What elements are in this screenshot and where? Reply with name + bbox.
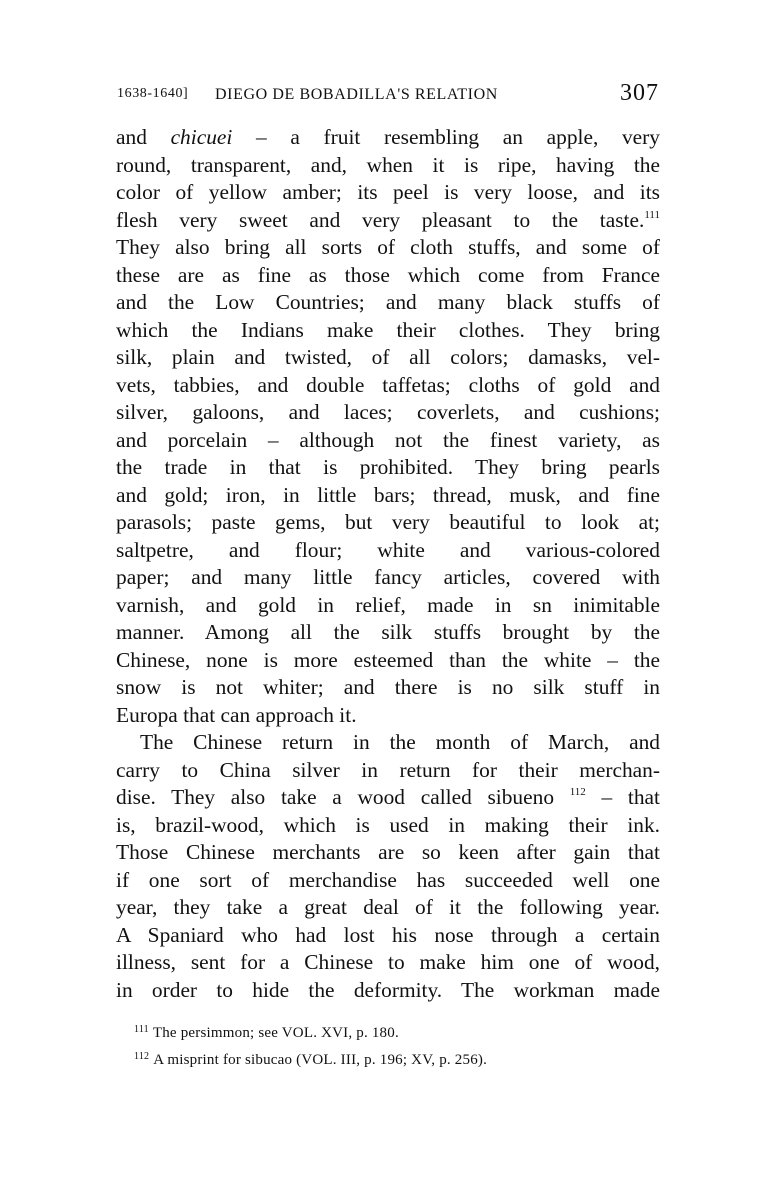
header-title: DIEGO DE BOBADILLA'S RELATION <box>215 86 498 103</box>
text-line <box>116 207 660 235</box>
text-line <box>116 729 660 757</box>
text-run: color of yellow amber; its peel is very loose, and its <box>116 180 660 204</box>
text-run: They also bring all sorts of cloth stuffs, and some of <box>116 235 660 259</box>
text-line <box>116 619 660 647</box>
text-run: Those Chinese merchants are so keen after gain that <box>116 840 660 864</box>
footnote <box>134 1043 674 1070</box>
running-head <box>117 80 659 106</box>
text-run: carry to China silver in return for their merchan- <box>116 757 660 782</box>
text-run: which the Indians make their clothes. They bring <box>116 317 660 342</box>
text-line <box>116 757 660 785</box>
footnote-ref: 111 <box>644 208 660 221</box>
text-run: paper; and many little fancy articles, covered with <box>116 565 660 589</box>
text-line <box>116 784 660 812</box>
text-line <box>116 647 660 675</box>
text-run: snow is not whiter; and there is no silk stuff in <box>116 675 660 699</box>
page-number: 307 <box>620 80 659 106</box>
text-run: is, brazil-wood, which is used in making their ink. <box>116 812 660 837</box>
text-run: saltpetre, and flour; white and various-colored <box>116 537 660 562</box>
footnote-ref: 112 <box>569 786 586 798</box>
text-line <box>116 317 660 345</box>
text-run: silk, plain and twisted, of all colors; damasks, vel- <box>116 345 660 369</box>
text-line <box>116 372 660 400</box>
footnote-number: 111 <box>134 1024 149 1035</box>
text-run: and gold; iron, in little bars; thread, musk, and fine <box>116 482 660 507</box>
text-line <box>116 152 660 180</box>
text-run: and the Low Countries; and many black stuffs of <box>116 290 660 314</box>
header-dates: 1638-1640] <box>117 86 189 101</box>
footnote-text: A misprint for sibucao (VOL. III, p. 196; XV, p. 256). <box>153 1052 488 1068</box>
text-run: year, they take a great deal of it the following year. <box>116 895 660 919</box>
footnotes <box>134 1016 674 1070</box>
text-line <box>116 922 660 950</box>
text-line <box>116 427 660 455</box>
text-run: The Chinese return in the month of March, and <box>140 730 660 754</box>
text-line <box>116 949 660 977</box>
text-line <box>116 867 660 895</box>
text-line <box>116 702 660 730</box>
text-run: and porcelain – although not the finest variety, as <box>116 427 660 452</box>
text-line <box>116 179 660 207</box>
text-run: the trade in that is prohibited. They bring pearls <box>116 455 660 479</box>
text-run: Chinese, none is more esteemed than the white – the <box>116 647 660 672</box>
text-run: in order to hide the deformity. The workman made <box>116 977 660 1002</box>
text-line <box>116 482 660 510</box>
text-run: manner. Among all the silk stuffs brought by the <box>116 620 660 644</box>
text-line <box>116 977 660 1005</box>
text-run: – that <box>585 785 660 809</box>
italic-term: chicuei <box>170 125 233 149</box>
text-line <box>116 839 660 867</box>
footnote-number: 112 <box>134 1051 150 1062</box>
text-line <box>116 537 660 565</box>
text-line <box>116 262 660 290</box>
text-run: round, transparent, and, when it is ripe, having the <box>116 152 660 177</box>
text-line <box>116 124 660 152</box>
text-run: vets, tabbies, and double taffetas; cloths of gold and <box>116 372 660 397</box>
text-line <box>116 454 660 482</box>
text-line <box>116 509 660 537</box>
text-line <box>116 812 660 840</box>
text-run: parasols; paste gems, but very beautiful to look at; <box>116 510 660 534</box>
text-run: Europa that can approach it. <box>116 702 357 727</box>
text-line <box>116 399 660 427</box>
text-run: illness, sent for a Chinese to make him one of wood, <box>116 950 660 974</box>
text-run: and <box>116 125 171 149</box>
text-run: – a fruit resembling an apple, very <box>232 125 660 149</box>
footnote <box>134 1016 674 1043</box>
text-line <box>116 344 660 372</box>
text-run: silver, galoons, and laces; coverlets, and cushions; <box>116 400 660 424</box>
text-line <box>116 592 660 620</box>
text-run: these are as fine as those which come from France <box>116 262 660 287</box>
text-run: dise. They also take a wood called sibueno <box>116 785 570 809</box>
text-line <box>116 894 660 922</box>
text-line <box>116 234 660 262</box>
body-text <box>116 124 660 1004</box>
text-run: if one sort of merchandise has succeeded well one <box>116 867 660 892</box>
text-run: varnish, and gold in relief, made in sn inimitable <box>116 592 660 617</box>
text-run: flesh very sweet and very pleasant to the taste. <box>116 207 645 232</box>
text-run: A Spaniard who had lost his nose through a certain <box>116 922 660 947</box>
text-line <box>116 674 660 702</box>
footnote-text: The persimmon; see VOL. XVI, p. 180. <box>152 1025 399 1041</box>
text-line <box>116 289 660 317</box>
text-line <box>116 564 660 592</box>
